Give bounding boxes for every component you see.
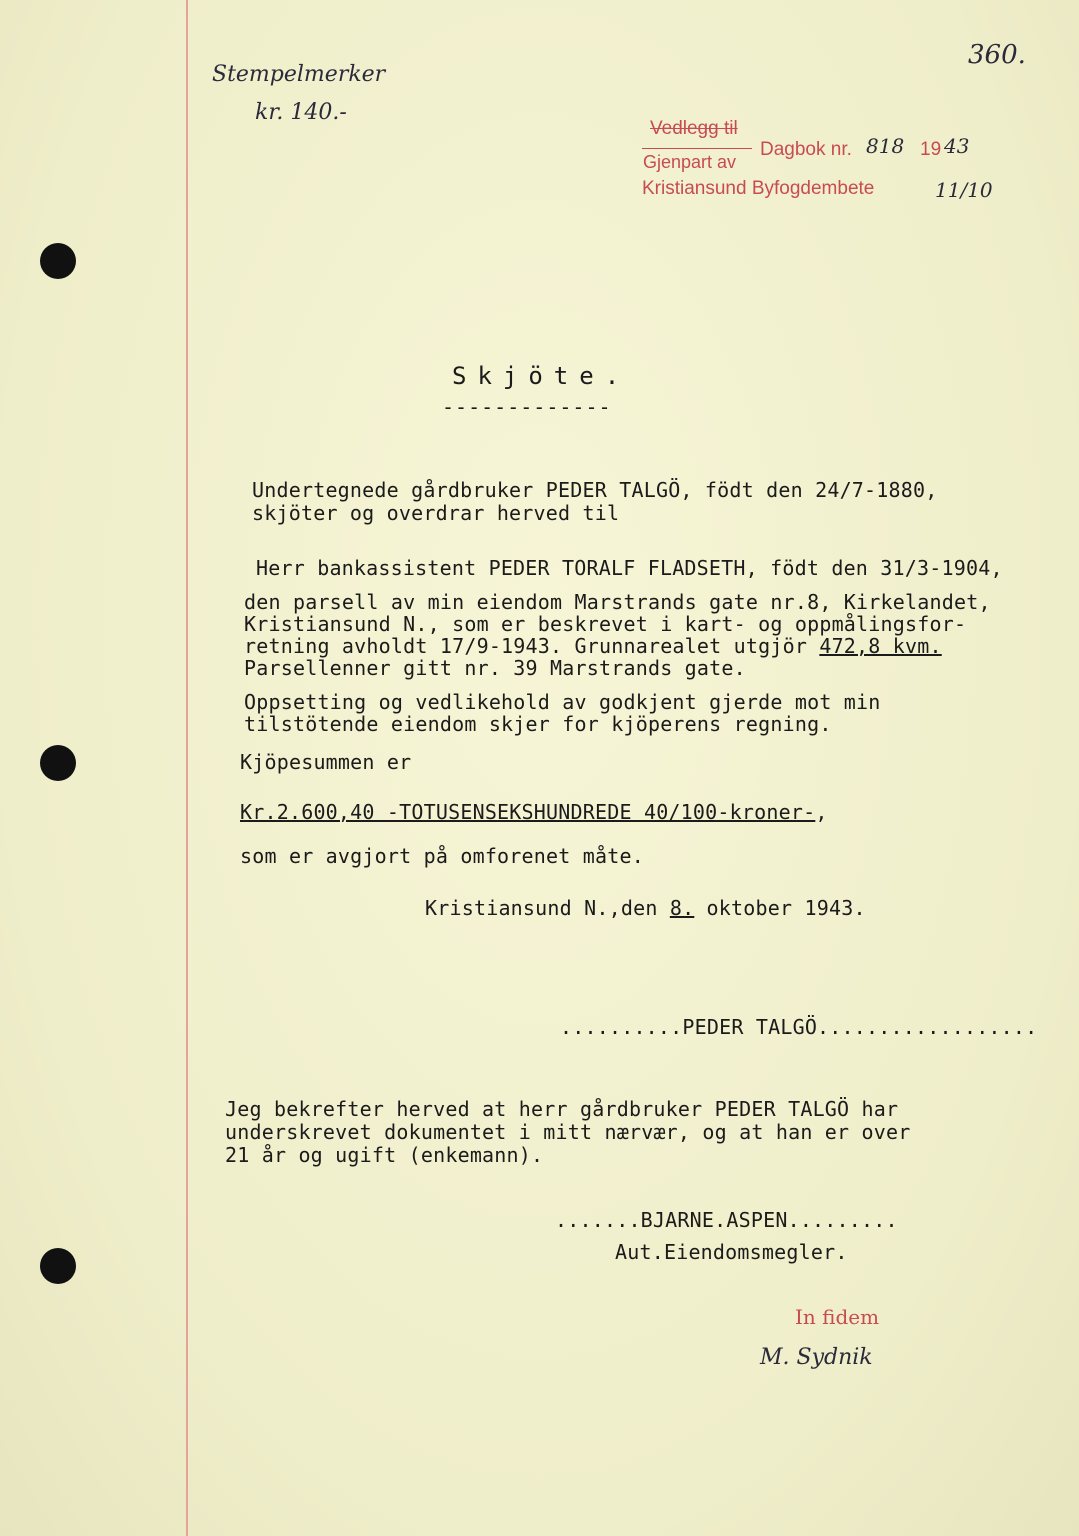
witness-line2: underskrevet dokumentet i mitt nærvær, og at han er over (225, 1120, 911, 1144)
punch-hole (40, 745, 76, 781)
place-date-day: 8. (669, 896, 695, 920)
document-title: Skjöte. (452, 362, 631, 390)
stamp-date: 11/10 (935, 178, 993, 202)
para1-line1: Undertegnede gårdbruker PEDER TALGÖ, födt den 24/7-1880, (252, 478, 938, 502)
witness-signature: .......BJARNE.ASPEN......... (555, 1208, 898, 1232)
in-fidem-stamp: In fidem (795, 1305, 880, 1329)
para3-line4: Parsellenner gitt nr. 39 Marstrands gate. (244, 656, 746, 680)
page-number: 360. (968, 40, 1026, 70)
area-value: 472,8 kvm. (819, 634, 942, 658)
witness-line1: Jeg bekrefter herved at herr gårdbruker PEDER TALGÖ har (225, 1097, 899, 1121)
para4-line1: Oppsetting og vedlikehold av godkjent gjerde mot min (244, 690, 881, 714)
stamp-year-suffix: 43 (944, 134, 970, 158)
para5: Kjöpesummen er (240, 750, 412, 774)
margin-line (186, 0, 188, 1536)
stamp-rule (642, 148, 752, 149)
stamp-office: Kristiansund Byfogdembete (642, 178, 875, 199)
stamp-dagbok-label: Dagbok nr. (760, 139, 852, 160)
witness-line3: 21 år og ugift (enkemann). (225, 1143, 544, 1167)
amount-line (240, 800, 828, 824)
para4-line2: tilstötende eiendom skjer for kjöperens regning. (244, 712, 832, 736)
place-date-b: oktober 1943. (694, 896, 866, 920)
stamp-duty-note-line2: kr. 140.- (255, 100, 347, 125)
stamp-gjenpart: Gjenpart av (643, 152, 737, 172)
clerk-signature: M. Sydnik (760, 1345, 873, 1370)
place-date (425, 896, 866, 920)
para6: som er avgjort på omforenet måte. (240, 844, 644, 868)
amount-tail: , (815, 800, 828, 824)
para2-line1: Herr bankassistent PEDER TORALF FLADSETH, födt den 31/3-1904, (256, 556, 1003, 580)
para3-line2: Kristiansund N., som er beskrevet i kart- og oppmålingsfor- (244, 612, 967, 636)
para3-line3 (244, 634, 942, 658)
para3-line3-text: retning avholdt 17/9-1943. Grunnarealet utgjör (244, 634, 820, 658)
punch-hole (40, 243, 76, 279)
seller-signature: ..........PEDER TALGÖ.................. (560, 1015, 1038, 1039)
punch-hole (40, 1248, 76, 1284)
stamp-vedlegg: Vedlegg til (650, 118, 738, 139)
title-rule: ------------- (442, 395, 612, 419)
para3-line1: den parsell av min eiendom Marstrands gate nr.8, Kirkelandet, (244, 590, 991, 614)
stamp-dagbok-number: 818 (866, 134, 905, 158)
place-date-a: Kristiansund N.,den (425, 896, 670, 920)
stamp-year-prefix: 19 (920, 139, 942, 160)
stamp-duty-note-line1: Stempelmerker (212, 62, 386, 87)
para1-line2: skjöter og overdrar herved til (252, 501, 620, 525)
purchase-amount: Kr.2.600,40 -TOTUSENSEKSHUNDREDE 40/100-kroner- (240, 800, 816, 824)
witness-title: Aut.Eiendomsmegler. (615, 1240, 848, 1264)
